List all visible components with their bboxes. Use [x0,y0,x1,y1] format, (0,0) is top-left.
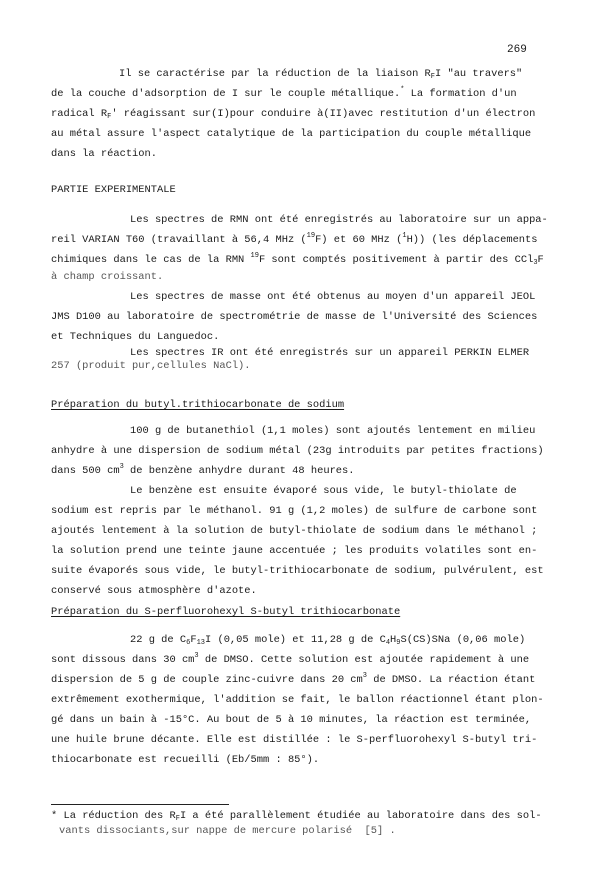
footnote-line-2: vants dissociants,sur nappe de mercure polarisé [5] . [59,825,396,837]
intro-line-5: dans la réaction. [51,148,158,160]
page-number: 269 [507,44,527,56]
prep1-line-5: sodium est repris par le méthanol. 91 g (1,2 moles) de sulfure de carbone sont [51,505,538,517]
intro-line-2: de la couche d'adsorption de I sur le couple métallique.* La formation d'un [51,86,517,100]
prep1-line-8: suite évaporés sous vide, le butyl-trithiocarbonate de sodium, pulvérulent, est [51,565,544,577]
prep2-line-2: sont dissous dans 30 $cm^3$ de DMSO. Cette solution est ajoutée rapidement à une [51,652,530,666]
exp-line-9: 257 (produit pur,cellules NaCl). [51,360,251,372]
prep2-line-7: thiocarbonate est recueilli (Eb/5mm : 85°). [51,754,320,766]
intro-line-3: radical $R_F'$ réagissant sur(I)pour conduire à(II)avec restitution d'un électron [51,108,536,121]
prep1-line-7: la solution prend une teinte jaune accentuée ; les produits volatiles sont en- [51,545,538,557]
prep2-title: Préparation du S-perfluorohexyl S-butyl trithiocarbonate [51,606,401,618]
prep1-line-6: ajoutés lentement à la solution de butyl-thiolate de sodium dans le méthanol ; [51,525,538,537]
section-title: PARTIE EXPERIMENTALE [51,184,176,196]
exp-line-6: JMS D100 au laboratoire de spectrométrie de masse de l'Université des Sciences [51,311,538,323]
prep1-title: Préparation du butyl.trithiocarbonate de sodium [51,399,345,411]
prep1-line-2: anhydre à une dispersion de sodium métal (23g introduits par petites fractions) [51,445,544,457]
intro-line-4: au métal assure l'aspect catalytique de la participation du couple métallique [51,128,532,140]
exp-line-2: reil VARIAN T60 (travaillant à 56,4 MHz ($^{19}$F) et 60 MHz ($^1$H)) (les déplacements [51,232,538,246]
prep2-line-3: dispersion de 5 g de couple zinc-cuivre dans 20 $cm^3$ de DMSO. La réaction étant [51,672,536,686]
prep1-line-4: Le benzène est ensuite évaporé sous vide, le butyl-thiolate de [130,485,517,497]
prep1-line-3: dans 500 $cm^3$ de benzène anhydre durant 48 heures. [51,463,355,477]
exp-line-5: Les spectres de masse ont été obtenus au moyen d'un appareil JEOL [130,291,536,303]
prep1-line-1: 100 g de butanethiol (1,1 moles) sont ajoutés lentement en milieu [130,425,536,437]
footnote-marker: * [51,810,58,822]
footnote-marker: * [400,86,405,94]
exp-line-4: à champ croissant. [51,271,164,283]
prep2-line-4: extrêmement exothermique, l'addition se fait, le ballon réactionnel étant plon- [51,694,544,706]
prep2-line-5: gé dans un bain à -15°C. Au bout de 5 à 10 minutes, la réaction est terminée, [51,714,532,726]
exp-line-8: Les spectres IR ont été enregistrés sur un appareil PERKIN ELMER [130,347,530,359]
footnote-line-1: * La réduction des $R_FI$ a été parallèlement étudiée au laboratoire dans des sol- [51,810,542,823]
intro-line-1: Il se caractérise par la réduction de la liaison $R_FI$ "au travers" [119,68,523,81]
prep2-line-1: 22 g de $C_6F_{13}I$ (0,05 mole) et 11,28 g de $C_4H_9S(CS)SNa$ (0,06 mole) [130,634,526,647]
exp-line-1: Les spectres de RMN ont été enregistrés au laboratoire sur un appa- [130,214,548,226]
prep1-line-9: conservé sous atmosphère d'azote. [51,585,257,597]
exp-line-3: chimiques dans le cas de la RMN $^{19}$F sont comptés positivement à partir des CCl$_3$F [51,252,544,267]
footnote-rule [51,804,229,805]
prep2-line-6: une huile brune décante. Elle est distillée : le S-perfluorohexyl S-butyl tri- [51,734,538,746]
exp-line-7: et Techniques du Languedoc. [51,331,220,343]
